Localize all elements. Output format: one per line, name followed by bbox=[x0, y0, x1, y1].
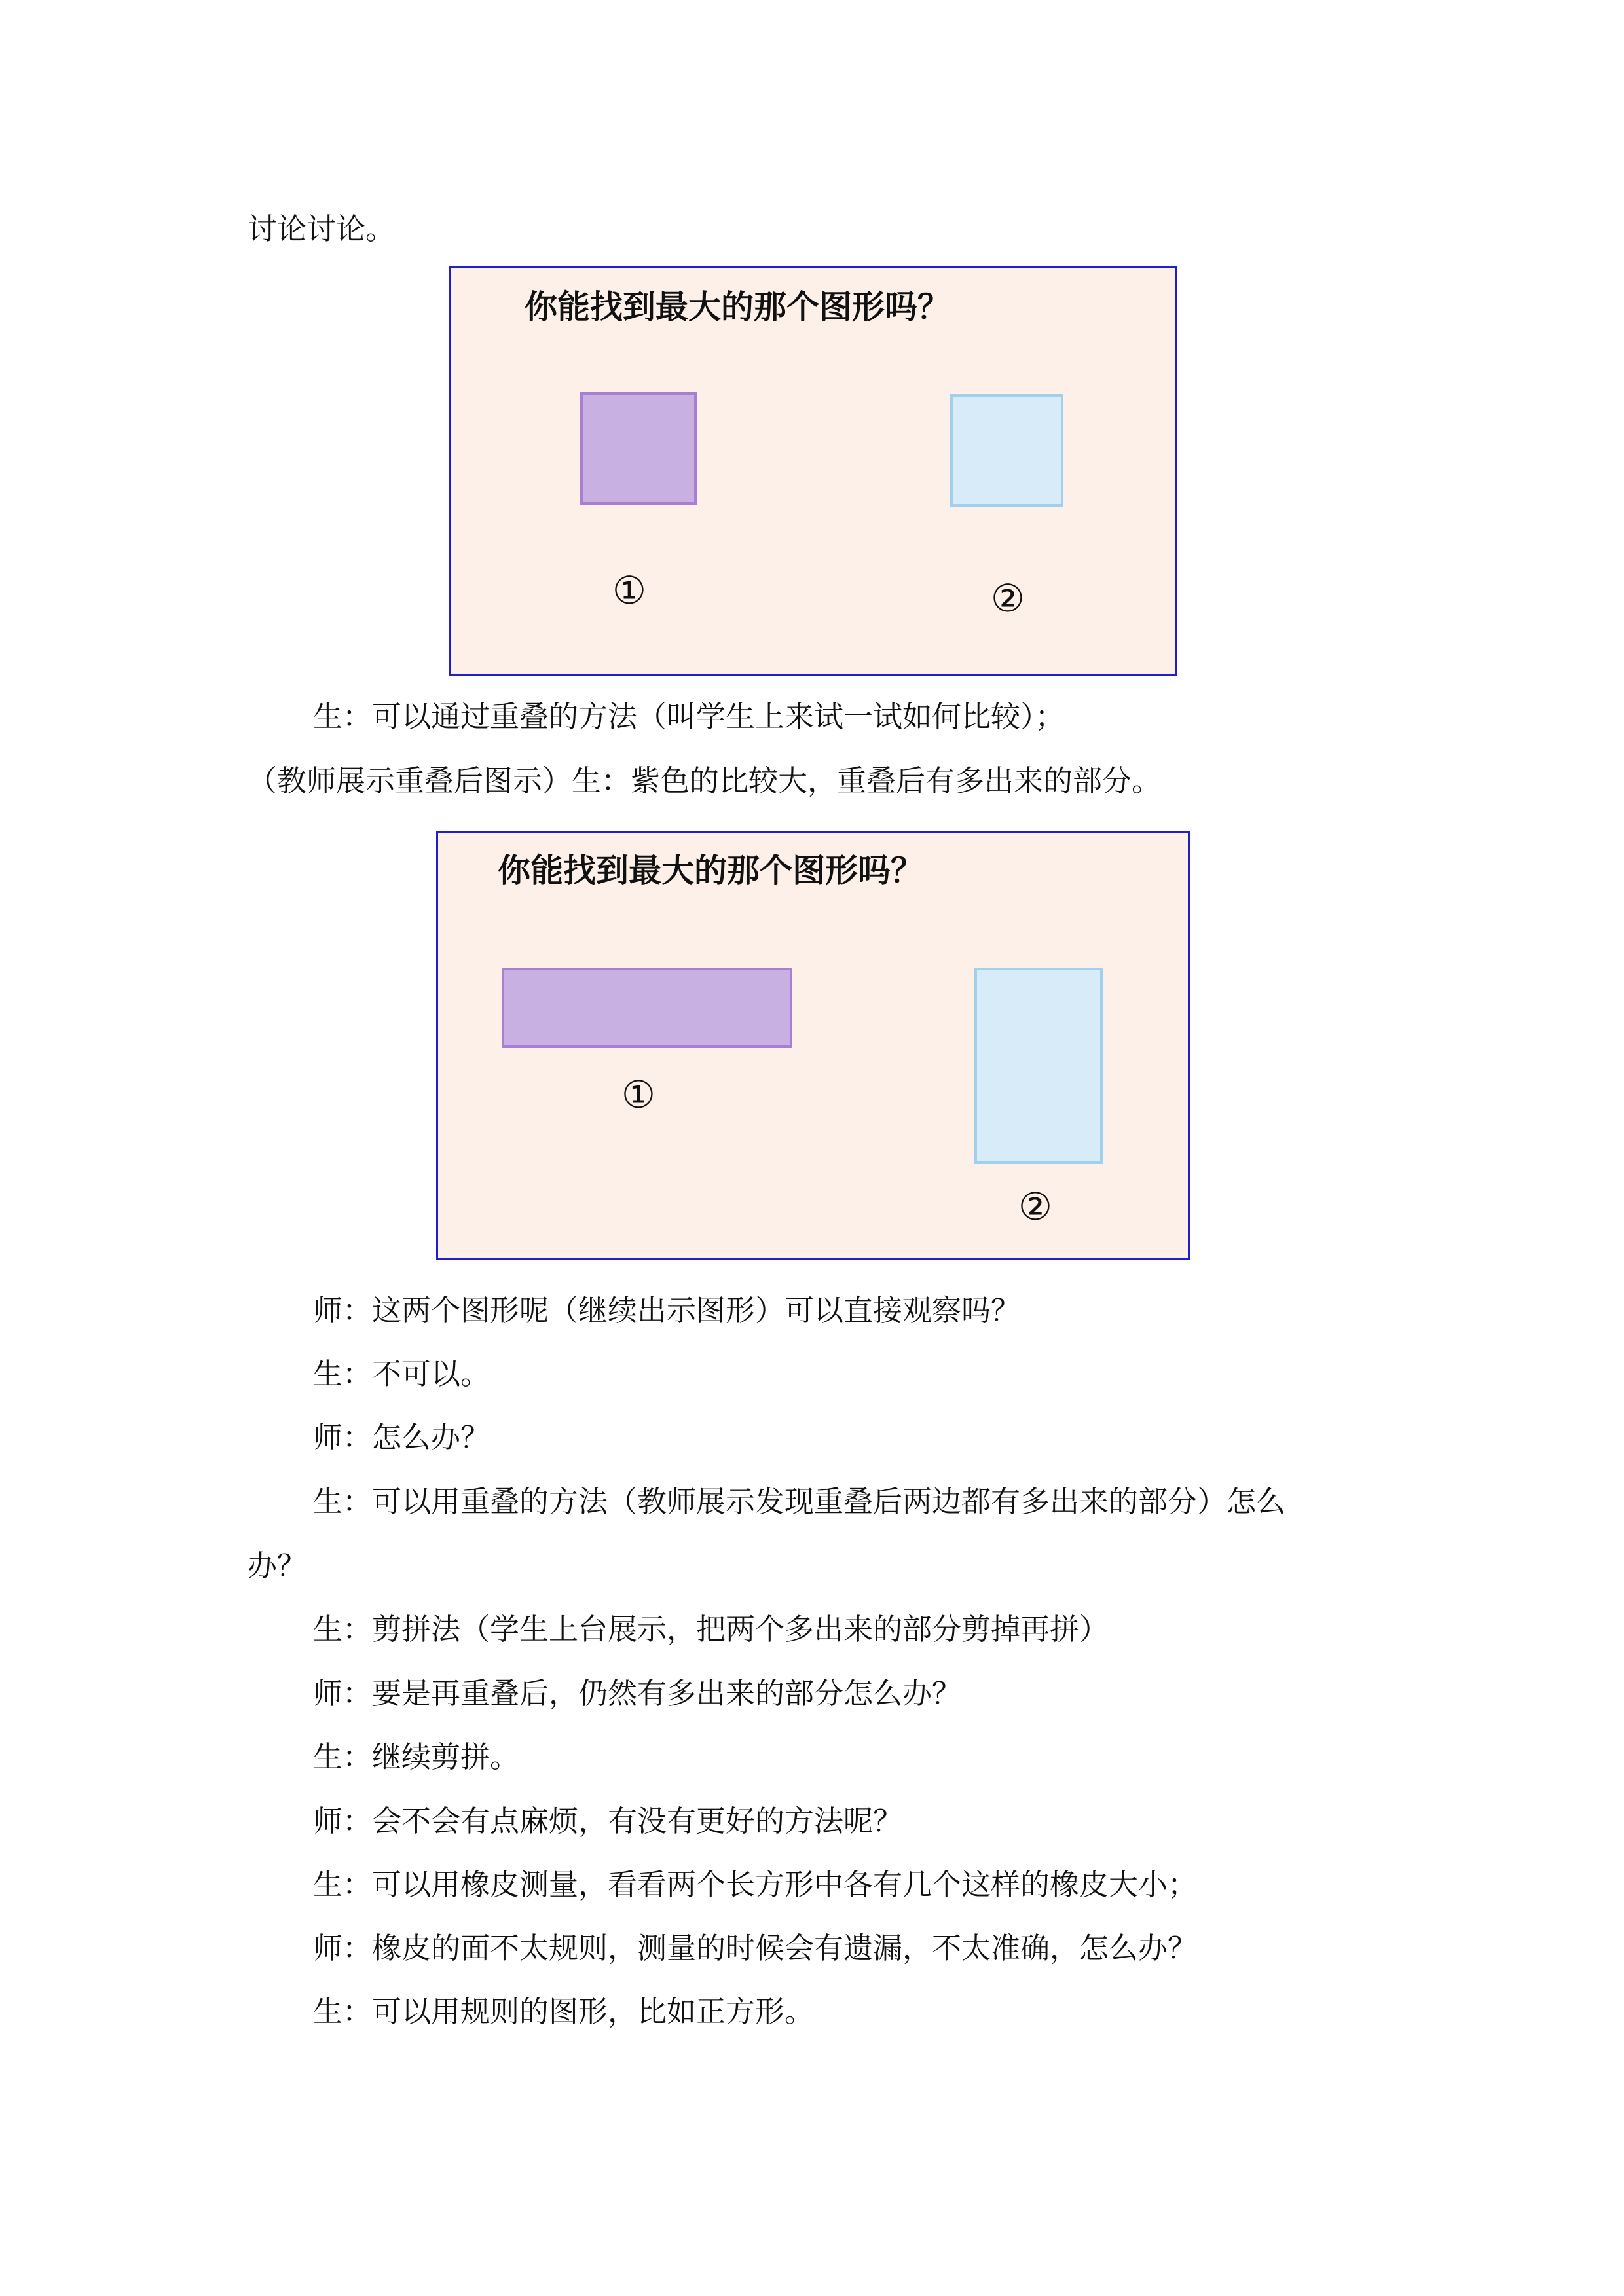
shape-label-1: ① bbox=[612, 568, 646, 613]
paragraph: （教师展示重叠后图示）生：紫色的比较大，重叠后有多出来的部分。 bbox=[248, 763, 1162, 798]
dialogue-line: 办？ bbox=[248, 1548, 307, 1583]
purple-square bbox=[580, 392, 697, 505]
slide-title: 你能找到最大的那个图形吗？ bbox=[525, 288, 950, 326]
intro-text: 讨论讨论。 bbox=[248, 211, 396, 246]
slide-figure-2 bbox=[436, 831, 1190, 1260]
dialogue-line: 生：继续剪拼。 bbox=[313, 1740, 520, 1774]
slide-figure-1 bbox=[449, 266, 1177, 676]
purple-rectangle bbox=[502, 968, 792, 1048]
dialogue-line: 师：会不会有点麻烦，有没有更好的方法呢？ bbox=[313, 1804, 903, 1838]
dialogue-line: 师：怎么办？ bbox=[313, 1420, 490, 1455]
dialogue-line: 生：剪拼法（学生上台展示，把两个多出来的部分剪掉再拼） bbox=[313, 1612, 1109, 1647]
dialogue-line: 生：可以用重叠的方法（教师展示发现重叠后两边都有多出来的部分）怎么 bbox=[313, 1484, 1286, 1519]
dialogue-line: 师：这两个图形呢（继续出示图形）可以直接观察吗？ bbox=[313, 1293, 1021, 1328]
dialogue-line: 生：可以用橡皮测量，看看两个长方形中各有几个这样的橡皮大小； bbox=[313, 1867, 1198, 1902]
dialogue-line: 生：不可以。 bbox=[313, 1357, 490, 1391]
blue-rectangle bbox=[974, 968, 1103, 1164]
paragraph: 生：可以通过重叠的方法（叫学生上来试一试如何比较）； bbox=[313, 699, 1065, 734]
shape-label-2: ② bbox=[1018, 1184, 1052, 1229]
slide-title: 你能找到最大的那个图形吗？ bbox=[498, 852, 923, 890]
shape-label-1: ① bbox=[621, 1072, 655, 1117]
dialogue-line: 生：可以用规则的图形，比如正方形。 bbox=[313, 1994, 815, 2029]
blue-square bbox=[950, 394, 1063, 507]
dialogue-line: 师：要是再重叠后，仍然有多出来的部分怎么办？ bbox=[313, 1676, 962, 1711]
dialogue-line: 师：橡皮的面不太规则，测量的时候会有遗漏，不太准确，怎么办？ bbox=[313, 1931, 1198, 1965]
shape-label-2: ② bbox=[991, 576, 1025, 621]
